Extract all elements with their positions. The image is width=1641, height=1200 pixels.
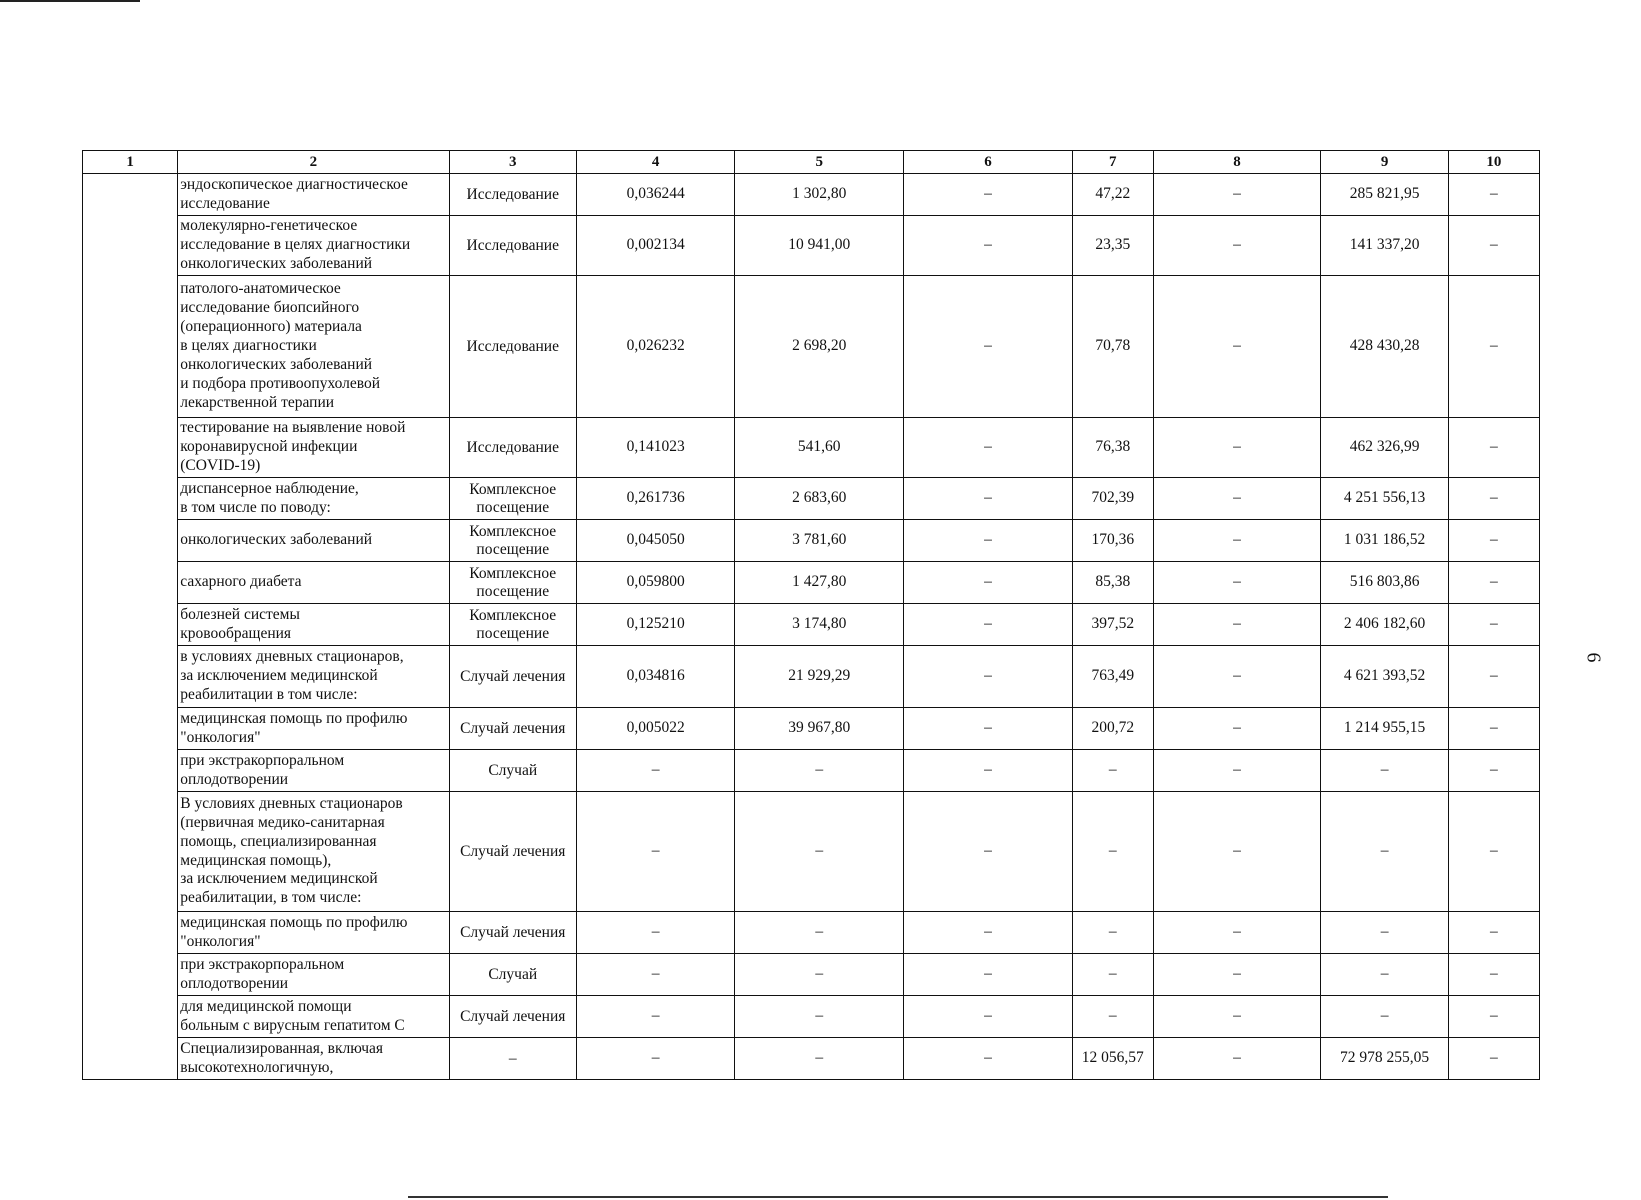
column-header-7: 7	[1072, 151, 1153, 174]
cell-col-6: –	[904, 996, 1073, 1038]
table-row	[83, 478, 1540, 520]
cell-col-6: –	[904, 216, 1073, 276]
cell-col-7: –	[1072, 792, 1153, 912]
column-header-5: 5	[735, 151, 904, 174]
cell-col-10: –	[1448, 216, 1539, 276]
cell-col-9: 4 621 393,52	[1321, 646, 1448, 708]
unit-of-measure: Случай лечения	[449, 996, 576, 1038]
cell-col-9: 72 978 255,05	[1321, 1038, 1448, 1080]
cell-col-5: –	[735, 1038, 904, 1080]
cell-col-9: 516 803,86	[1321, 562, 1448, 604]
cell-col-5: 1 302,80	[735, 174, 904, 216]
cell-col-10: –	[1448, 478, 1539, 520]
service-name: тестирование на выявление новой коронавирусной инфекции (COVID-19)	[178, 418, 449, 478]
cell-col-10: –	[1448, 520, 1539, 562]
unit-of-measure: –	[449, 1038, 576, 1080]
column-header-3: 3	[449, 151, 576, 174]
cell-col-5: –	[735, 954, 904, 996]
cell-col-10: –	[1448, 1038, 1539, 1080]
cell-col-10: –	[1448, 276, 1539, 418]
service-name: эндоскопическое диагностическое исследование	[178, 174, 449, 216]
cell-col-7: 12 056,57	[1072, 1038, 1153, 1080]
service-name: медицинская помощь по профилю "онкология"	[178, 912, 449, 954]
cell-col-8: –	[1153, 562, 1321, 604]
page-number: 6	[1582, 652, 1605, 663]
table-header-row	[83, 151, 1540, 174]
cell-col-8: –	[1153, 520, 1321, 562]
service-name: сахарного диабета	[178, 562, 449, 604]
cell-col-9: 462 326,99	[1321, 418, 1448, 478]
cell-col-5: 2 683,60	[735, 478, 904, 520]
cell-col-6: –	[904, 520, 1073, 562]
cell-col-7: –	[1072, 750, 1153, 792]
service-name: молекулярно-генетическое исследование в целях диагностики онкологических заболеваний	[178, 216, 449, 276]
service-name: в условиях дневных стационаров, за исключением медицинской реабилитации в том числе:	[178, 646, 449, 708]
cell-col-8: –	[1153, 478, 1321, 520]
table-row	[83, 174, 1540, 216]
service-name: при экстракорпоральном оплодотворении	[178, 954, 449, 996]
cell-col-4: –	[576, 912, 734, 954]
cell-col-9: 428 430,28	[1321, 276, 1448, 418]
cell-col-8: –	[1153, 216, 1321, 276]
column-header-8: 8	[1153, 151, 1321, 174]
cell-col-7: 200,72	[1072, 708, 1153, 750]
cell-col-7: –	[1072, 912, 1153, 954]
cell-col-7: 702,39	[1072, 478, 1153, 520]
unit-of-measure: Исследование	[449, 418, 576, 478]
table-row	[83, 912, 1540, 954]
cell-col-6: –	[904, 276, 1073, 418]
cell-col-4: 0,005022	[576, 708, 734, 750]
unit-of-measure: Комплексное посещение	[449, 520, 576, 562]
cell-col-8: –	[1153, 792, 1321, 912]
cell-col-4: 0,026232	[576, 276, 734, 418]
cell-col-7: 763,49	[1072, 646, 1153, 708]
cell-col-6: –	[904, 912, 1073, 954]
row-group-cell	[83, 174, 178, 1080]
service-name: онкологических заболеваний	[178, 520, 449, 562]
cell-col-5: 3 781,60	[735, 520, 904, 562]
column-header-2: 2	[178, 151, 449, 174]
cell-col-5: 39 967,80	[735, 708, 904, 750]
cell-col-6: –	[904, 604, 1073, 646]
service-name: при экстракорпоральном оплодотворении	[178, 750, 449, 792]
unit-of-measure: Комплексное посещение	[449, 478, 576, 520]
cell-col-4: –	[576, 750, 734, 792]
table-row	[83, 216, 1540, 276]
cell-col-5: 10 941,00	[735, 216, 904, 276]
unit-of-measure: Случай лечения	[449, 646, 576, 708]
cell-col-9: 2 406 182,60	[1321, 604, 1448, 646]
table-row	[83, 646, 1540, 708]
cell-col-6: –	[904, 792, 1073, 912]
cell-col-10: –	[1448, 996, 1539, 1038]
cell-col-10: –	[1448, 750, 1539, 792]
cell-col-8: –	[1153, 276, 1321, 418]
service-name: диспансерное наблюдение, в том числе по поводу:	[178, 478, 449, 520]
cell-col-8: –	[1153, 646, 1321, 708]
unit-of-measure: Исследование	[449, 276, 576, 418]
table-row	[83, 418, 1540, 478]
unit-of-measure: Случай	[449, 750, 576, 792]
cell-col-9: –	[1321, 912, 1448, 954]
service-name: для медицинской помощи больным с вирусным гепатитом С	[178, 996, 449, 1038]
service-name: В условиях дневных стационаров (первичная медико-санитарная помощь, специализированная медицинская помощь), за исключением медицинской реабилитации, в том числе:	[178, 792, 449, 912]
cell-col-8: –	[1153, 996, 1321, 1038]
cell-col-7: 47,22	[1072, 174, 1153, 216]
cell-col-5: 2 698,20	[735, 276, 904, 418]
cell-col-6: –	[904, 1038, 1073, 1080]
table-row	[83, 750, 1540, 792]
table-row	[83, 276, 1540, 418]
cell-col-10: –	[1448, 708, 1539, 750]
cell-col-9: 141 337,20	[1321, 216, 1448, 276]
cell-col-7: –	[1072, 996, 1153, 1038]
cell-col-8: –	[1153, 912, 1321, 954]
cell-col-10: –	[1448, 174, 1539, 216]
cell-col-9: –	[1321, 792, 1448, 912]
cell-col-9: 4 251 556,13	[1321, 478, 1448, 520]
cell-col-6: –	[904, 174, 1073, 216]
scan-edge-mark-top	[0, 0, 140, 2]
cell-col-9: –	[1321, 996, 1448, 1038]
cell-col-5: –	[735, 750, 904, 792]
cell-col-4: –	[576, 996, 734, 1038]
scan-edge-mark-bottom	[408, 1196, 1388, 1198]
cell-col-5: 541,60	[735, 418, 904, 478]
cell-col-8: –	[1153, 1038, 1321, 1080]
table-row	[83, 562, 1540, 604]
cell-col-8: –	[1153, 174, 1321, 216]
cell-col-4: 0,034816	[576, 646, 734, 708]
cell-col-10: –	[1448, 604, 1539, 646]
cell-col-6: –	[904, 562, 1073, 604]
column-header-6: 6	[904, 151, 1073, 174]
column-header-1: 1	[83, 151, 178, 174]
tariff-table	[82, 150, 1540, 1080]
column-header-10: 10	[1448, 151, 1539, 174]
cell-col-7: 170,36	[1072, 520, 1153, 562]
cell-col-5: 1 427,80	[735, 562, 904, 604]
cell-col-5: –	[735, 996, 904, 1038]
cell-col-7: 23,35	[1072, 216, 1153, 276]
cell-col-6: –	[904, 708, 1073, 750]
cell-col-6: –	[904, 646, 1073, 708]
cell-col-7: 85,38	[1072, 562, 1153, 604]
cell-col-8: –	[1153, 418, 1321, 478]
column-header-9: 9	[1321, 151, 1448, 174]
cell-col-10: –	[1448, 792, 1539, 912]
unit-of-measure: Комплексное посещение	[449, 604, 576, 646]
cell-col-7: 76,38	[1072, 418, 1153, 478]
cell-col-4: 0,125210	[576, 604, 734, 646]
cell-col-4: 0,045050	[576, 520, 734, 562]
table-row	[83, 792, 1540, 912]
cell-col-10: –	[1448, 418, 1539, 478]
cell-col-8: –	[1153, 954, 1321, 996]
unit-of-measure: Случай лечения	[449, 792, 576, 912]
cell-col-10: –	[1448, 562, 1539, 604]
cell-col-10: –	[1448, 646, 1539, 708]
cell-col-9: –	[1321, 954, 1448, 996]
cell-col-5: –	[735, 912, 904, 954]
cell-col-4: 0,261736	[576, 478, 734, 520]
cell-col-7: 70,78	[1072, 276, 1153, 418]
cell-col-7: –	[1072, 954, 1153, 996]
table-row	[83, 520, 1540, 562]
column-header-4: 4	[576, 151, 734, 174]
cell-col-4: –	[576, 954, 734, 996]
table-row	[83, 708, 1540, 750]
cell-col-6: –	[904, 418, 1073, 478]
unit-of-measure: Случай	[449, 954, 576, 996]
cell-col-5: 3 174,80	[735, 604, 904, 646]
cell-col-9: 1 214 955,15	[1321, 708, 1448, 750]
cell-col-9: 285 821,95	[1321, 174, 1448, 216]
service-name: Специализированная, включая высокотехнологичную,	[178, 1038, 449, 1080]
cell-col-4: 0,036244	[576, 174, 734, 216]
cell-col-6: –	[904, 954, 1073, 996]
cell-col-6: –	[904, 750, 1073, 792]
unit-of-measure: Исследование	[449, 216, 576, 276]
unit-of-measure: Комплексное посещение	[449, 562, 576, 604]
cell-col-10: –	[1448, 954, 1539, 996]
table-row	[83, 954, 1540, 996]
table-row	[83, 1038, 1540, 1080]
unit-of-measure: Исследование	[449, 174, 576, 216]
cell-col-8: –	[1153, 708, 1321, 750]
cell-col-5: –	[735, 792, 904, 912]
service-name: патолого-анатомическое исследование биопсийного (операционного) материала в целях диагностики онкологических заболеваний и подбора противоопухолевой лекарственной терапии	[178, 276, 449, 418]
cell-col-8: –	[1153, 750, 1321, 792]
cell-col-7: 397,52	[1072, 604, 1153, 646]
service-name: медицинская помощь по профилю "онкология"	[178, 708, 449, 750]
unit-of-measure: Случай лечения	[449, 912, 576, 954]
cell-col-4: 0,002134	[576, 216, 734, 276]
cell-col-9: 1 031 186,52	[1321, 520, 1448, 562]
cell-col-4: –	[576, 792, 734, 912]
cell-col-8: –	[1153, 604, 1321, 646]
unit-of-measure: Случай лечения	[449, 708, 576, 750]
service-name: болезней системы кровообращения	[178, 604, 449, 646]
cell-col-6: –	[904, 478, 1073, 520]
cell-col-4: –	[576, 1038, 734, 1080]
table-row	[83, 996, 1540, 1038]
cell-col-4: 0,059800	[576, 562, 734, 604]
cell-col-5: 21 929,29	[735, 646, 904, 708]
cell-col-10: –	[1448, 912, 1539, 954]
cell-col-4: 0,141023	[576, 418, 734, 478]
table-row	[83, 604, 1540, 646]
cell-col-9: –	[1321, 750, 1448, 792]
